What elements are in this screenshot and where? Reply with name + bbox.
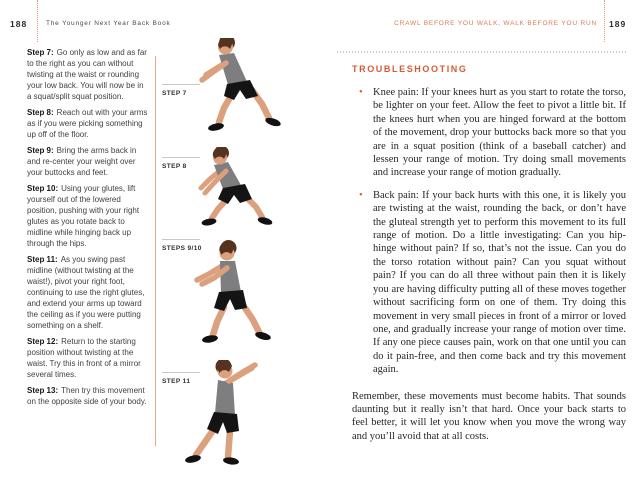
step-text: As you swing past midline (without twisting at the waist!), pivot your right foot, continuing to use the right glutes, and extend your arms up toward the ceiling as if you were putting something on a shelf. [27, 255, 145, 330]
step-paragraph [27, 145, 150, 178]
right-running-header: CRAWL BEFORE YOU WALK, WALK BEFORE YOU RUN [394, 20, 597, 27]
right-page-number: 189 [609, 19, 627, 29]
figure-caption-steps9-10: STEPS 9/10 [162, 245, 202, 252]
figure-caption-step8: STEP 8 [162, 163, 187, 170]
step-paragraph [27, 107, 150, 140]
step-text: Reach out with your arms as if you were picking something up off of the floor. [27, 108, 148, 139]
figure-caption-step7: STEP 7 [162, 90, 187, 97]
troubleshooting-heading: TROUBLESHOOTING [352, 64, 468, 74]
step-label: Step 13: [27, 386, 59, 395]
step-label: Step 9: [27, 146, 54, 155]
step-paragraph [27, 47, 150, 102]
step-text: Using your glutes, lift yourself out of the lowered position, pushing with your right glutes as you rotate back to midline while hinging back up through the hips. [27, 184, 140, 248]
step-label: Step 10: [27, 184, 59, 193]
step-label: Step 12: [27, 337, 59, 346]
troubleshooting-list [352, 86, 626, 377]
step-label: Step 8: [27, 108, 54, 117]
step-label: Step 11: [27, 255, 58, 264]
column-divider-line [155, 56, 156, 446]
step-paragraph [27, 385, 150, 407]
bullet-icon: • [359, 87, 363, 98]
step-paragraph [27, 183, 150, 249]
step-paragraph [27, 254, 150, 331]
left-running-header: The Younger Next Year Back Book [46, 20, 171, 27]
troubleshooting-text: Back pain: If your back hurts with this one, it is likely you are twisting at the waist, rounding the back, or don’t have the gluteal strength yet to perform this movement to its full range of motion. Do a little investigating: Can you hip-hinge without pain? If so, that’s not the issue. Can you do the torso rotation without pain? Can you squat without pain? If you can do all three without pain then it is likely you are having difficulty putting all of these moves together without sacrificing form on one of them. Try doing this movement in very small pieces in front of a mirror or loved one, and gradually increase your range of motion over time. If any one piece causes pain, work on that one until you can do it pain-free, and then come back and try this movement again. [373, 189, 626, 376]
right-header-dotted-rule [604, 0, 605, 42]
left-page-number: 188 [10, 19, 28, 29]
troubleshooting-item-knee-pain [352, 86, 626, 180]
troubleshooting-column [352, 64, 626, 443]
step-label: Step 7: [27, 48, 54, 57]
step-text: Bring the arms back in and re-center your weight over your buttocks and feet. [27, 146, 137, 177]
step-instructions-column [27, 47, 150, 412]
bullet-icon: • [359, 189, 363, 201]
exercise-figure-step11-illustration [185, 360, 275, 466]
figure-caption-rule [162, 84, 200, 85]
troubleshooting-text: Knee pain: If your knees hurt as you start to rotate the torso, be lighter on your feet. Allow the feet to pivot a little bit. If the knees hurt when you are hinged forward at the bottom of the movement, drop your buttocks back more so that you are in a squat position (think of a baseball catcher) and lessen your range of motion. Try doing small movements and increase your range of motion gradually. [373, 87, 626, 179]
exercise-figure-steps9-10-illustration [183, 240, 275, 343]
closing-paragraph: Remember, these movements must become habits. That sounds daunting but it really isn’t that hard. Once your back starts to feel better, it will let you know when you move the wrong way and you’ll avoid that at all costs. [352, 390, 626, 442]
step-paragraph [27, 336, 150, 380]
figure-caption-step11: STEP 11 [162, 378, 191, 385]
left-header-dotted-rule [37, 0, 38, 42]
troubleshooting-item-back-pain [352, 189, 626, 377]
step-text: Go only as low and as far to the right as you can without twisting at the waist or rounding your low back. You will now be in a squat/split squat position. [27, 48, 147, 101]
exercise-figure-step7-illustration [196, 38, 288, 134]
step-text: Then try this movement on the opposite side of your body. [27, 386, 147, 406]
exercise-figure-step8-illustration [196, 147, 274, 231]
step-text: Return to the starting position without twisting at the waist. Try this in front of a mirror several times. [27, 337, 141, 379]
figure-caption-rule [162, 157, 200, 158]
right-page-top-dotted-rule [337, 51, 627, 53]
